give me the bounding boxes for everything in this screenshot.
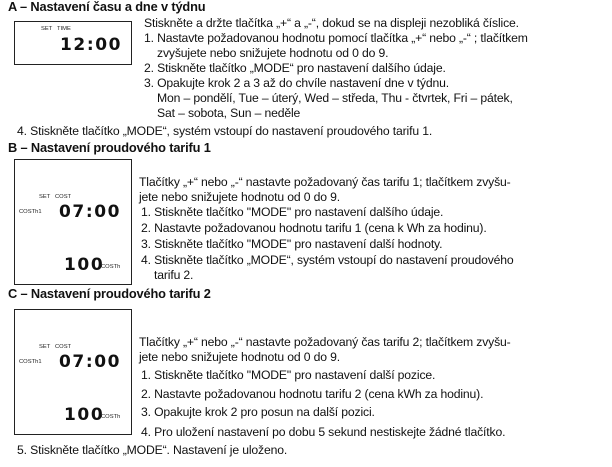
section-a-step-2: 2. Stiskněte tlačítko „MODE“ pro nastavení dalšího údaje.: [144, 61, 446, 75]
section-b-step-1: 1. Stiskněte tlačítko "MODE" pro nastavení dalšího údaje.: [141, 205, 444, 219]
lcd-time-value: 07:00: [59, 352, 122, 372]
section-c-step-3: 3. Opakujte krok 2 pro posun na další pozici.: [141, 405, 375, 419]
section-a-step-4: 4. Stiskněte tlačítko „MODE“, systém vstoupí do nastavení proudového tarifu 1.: [17, 124, 433, 138]
section-b-heading: B – Nastavení proudového tarifu 1: [8, 140, 211, 155]
section-a-heading: A – Nastavení času a dne v týdnu: [8, 0, 206, 14]
section-c-step-2: 2. Nastavte požadovanou hodnotu tarifu 2 (cena kWh za hodinu).: [141, 387, 484, 401]
section-a-days-1: Mon – pondělí, Tue – úterý, Wed – středa, Thu - čtvrtek, Fri – pátek,: [157, 91, 513, 105]
section-b-step-4: 4. Stiskněte tlačítko „MODE“, systém vstoupí do nastavení proudového: [141, 253, 514, 267]
lcd-time-value: 07:00: [59, 202, 122, 222]
section-b-step-3: 3. Stiskněte tlačítko "MODE" pro nastavení další hodnoty.: [141, 237, 443, 251]
lcd-tariff-value: 100: [64, 405, 105, 425]
lcd-tariff-unit: COSTh: [101, 264, 121, 270]
section-a-step-1: 1. Nastavte požadovanou hodnotu pomocí tlačítka „+“ nebo „-“ ; tlačítkem: [144, 31, 528, 45]
lcd-display-tariff-1: [14, 159, 132, 285]
section-a-intro: Stiskněte a držte tlačítka „+“ a „-“, dokud se na displeji nezobliká číslice.: [144, 16, 519, 30]
section-c-heading: C – Nastavení proudového tarifu 2: [8, 286, 211, 301]
section-c-intro-cont: jete nebo snižujete hodnotu od 0 do 9.: [139, 350, 340, 364]
section-a-step-1-cont: zvyšujete nebo snižujete hodnotu od 0 do 9.: [157, 46, 389, 60]
lcd-display-time: [14, 21, 132, 65]
section-c-step-1: 1. Stiskněte tlačítko "MODE" pro nastavení další pozice.: [141, 368, 436, 382]
lcd-label-cost-side: COSTh1: [19, 359, 42, 365]
lcd-label-time: TIME: [57, 26, 71, 32]
section-b-step-4-cont: tarifu 2.: [154, 268, 194, 282]
section-b-intro-cont: jete nebo snižujete hodnotu od 0 do 9.: [139, 190, 340, 204]
section-a-step-3: 3. Opakujte krok 2 a 3 až do chvíle nastavení dne v týdnu.: [144, 76, 449, 90]
lcd-label-cost: COST: [55, 194, 72, 200]
lcd-label-cost-side: COSTh1: [19, 209, 42, 215]
lcd-display-tariff-2: [14, 309, 132, 435]
lcd-time-value: 12:00: [60, 35, 123, 55]
section-c-intro: Tlačítky „+“ nebo „-“ nastavte požadovaný čas tarifu 2; tlačítkem zvyšu-: [139, 335, 511, 349]
section-c-step-5: 5. Stiskněte tlačítko „MODE“. Nastavení je uloženo.: [17, 443, 288, 457]
lcd-label-cost: COST: [55, 344, 72, 350]
lcd-tariff-value: 100: [64, 255, 105, 275]
section-b-intro: Tlačítky „+“ nebo „-“ nastavte požadovaný čas tarifu 1; tlačítkem zvyšu-: [139, 175, 511, 189]
lcd-label-set: SET: [39, 194, 51, 200]
section-b-step-2: 2. Nastavte požadovanou hodnotu tarifu 1 (cena k Wh za hodinu).: [141, 221, 487, 235]
lcd-tariff-unit: COSTh: [101, 414, 121, 420]
section-a-days-2: Sat – sobota, Sun – neděle: [157, 106, 301, 120]
lcd-label-set: SET: [41, 26, 53, 32]
section-c-step-4: 4. Pro uložení nastavení po dobu 5 sekund nestiskejte žádné tlačítko.: [141, 425, 506, 439]
lcd-label-set: SET: [39, 344, 51, 350]
